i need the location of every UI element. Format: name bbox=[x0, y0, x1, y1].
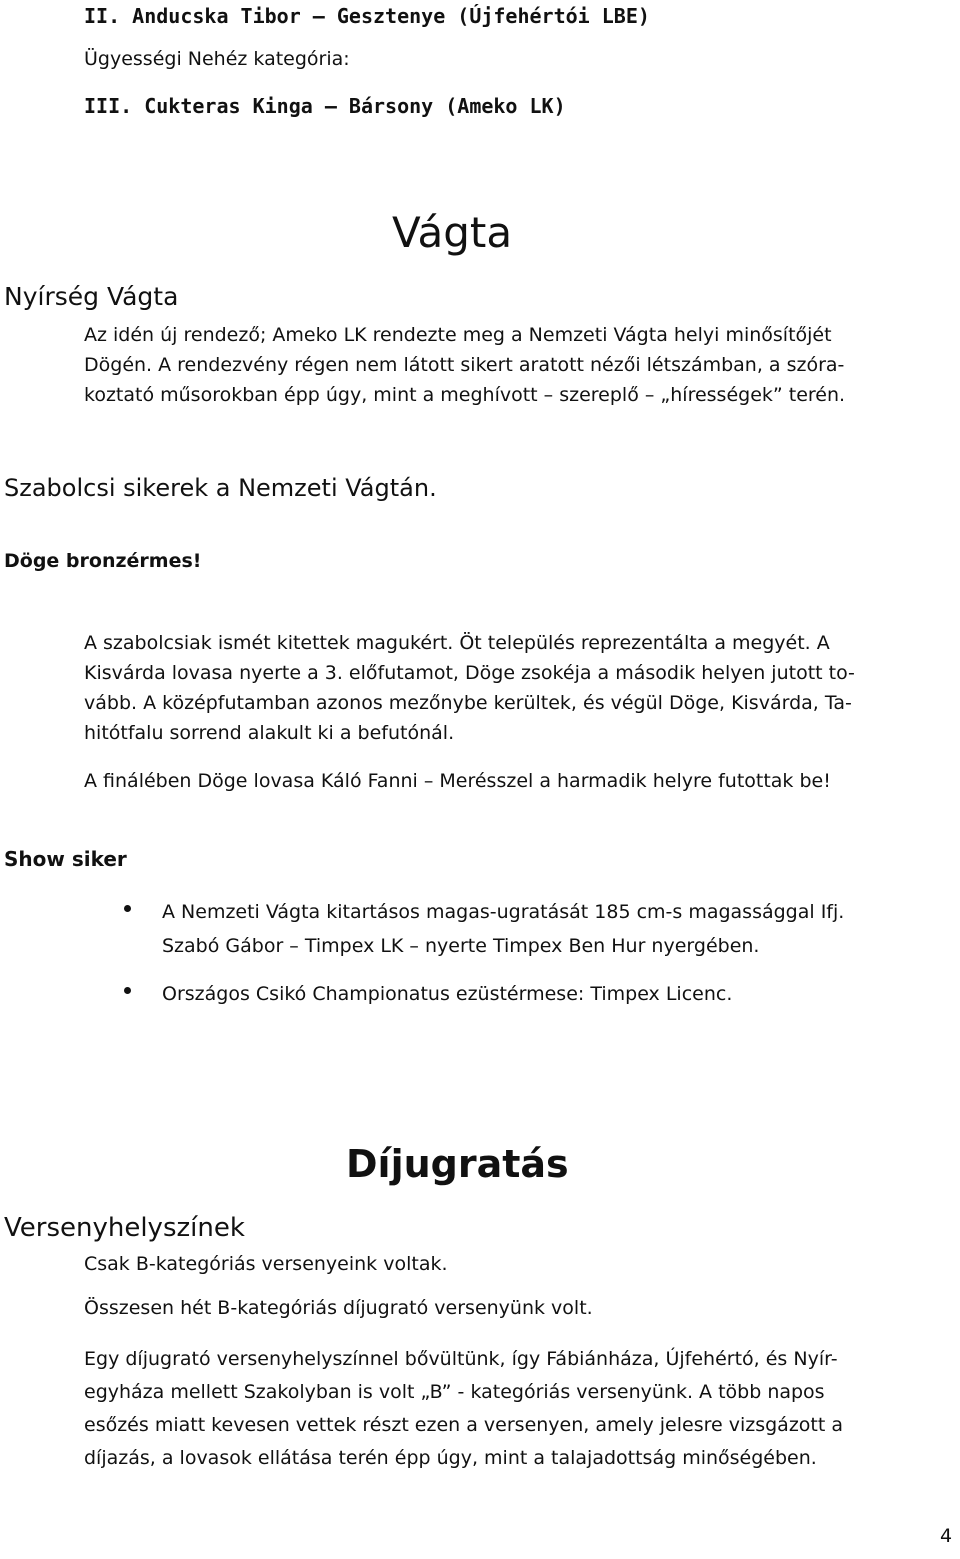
paragraph-line: egyháza mellett Szakolyban is volt „B” - kategóriás versenyünk. A több napos bbox=[84, 1381, 825, 1403]
results-paragraph bbox=[84, 628, 855, 748]
section-title-vagta: Vágta bbox=[392, 208, 513, 257]
paragraph-line: Dögén. A rendezvény régen nem látott sikert aratott nézői létszámban, a szóra- bbox=[84, 354, 845, 376]
paragraph-line: hitótfalu sorrend alakult ki a befutónál. bbox=[84, 722, 455, 744]
bullet-item-2 bbox=[162, 977, 732, 1011]
paragraph-new-venue bbox=[84, 1343, 843, 1475]
bullet-line: Országos Csikó Championatus ezüstérmese: Timpex Licenc. bbox=[162, 983, 733, 1005]
heading-show-siker: Show siker bbox=[4, 847, 127, 871]
section-title-dijugratas: Díjugratás bbox=[346, 1142, 569, 1186]
final-paragraph: A finálében Döge lovasa Káló Fanni – Merésszel a harmadik helyre futottak be! bbox=[84, 770, 831, 792]
bullet-item-1 bbox=[162, 895, 844, 963]
paragraph-line: Egy díjugrató versenyhelyszínnel bővültünk, így Fábiánháza, Újfehértó, és Nyír- bbox=[84, 1348, 838, 1370]
paragraph-b-categories: Csak B-kategóriás versenyeink voltak. bbox=[84, 1253, 448, 1275]
paragraph-line: Az idén új rendező; Ameko LK rendezte meg a Nemzeti Vágta helyi minősítőjét bbox=[84, 324, 832, 346]
paragraph-line: esőzés miatt kevesen vettek részt ezen a versenyen, amely jelesre vizsgázott a bbox=[84, 1414, 843, 1436]
paragraph-line: A szabolcsiak ismét kitettek magukért. Öt település reprezentálta a megyét. A bbox=[84, 632, 830, 654]
bullet-line: A Nemzeti Vágta kitartásos magas-ugratását 185 cm-s magassággal Ifj. bbox=[162, 901, 845, 923]
paragraph-line: díjazás, a lovasok ellátása terén épp úgy, mint a talajadottság minőségében. bbox=[84, 1447, 817, 1469]
paragraph-seven-competitions: Összesen hét B-kategóriás díjugrató versenyünk volt. bbox=[84, 1297, 593, 1319]
paragraph-line: Kisvárda lovasa nyerte a 3. előfutamot, Döge zsokéja a második helyen jutott to- bbox=[84, 662, 855, 684]
placement-line-3: III. Cukteras Kinga – Bársony (Ameko LK) bbox=[84, 94, 566, 118]
subheading-doge-bronzermes: Döge bronzérmes! bbox=[4, 550, 202, 572]
placement-line-2: II. Anducska Tibor – Gesztenye (Újfehértói LBE) bbox=[84, 4, 650, 28]
page-number: 4 bbox=[940, 1525, 953, 1547]
bullet-icon bbox=[124, 987, 131, 994]
heading-szabolcsi-sikerek: Szabolcsi sikerek a Nemzeti Vágtán. bbox=[4, 474, 437, 502]
bullet-icon bbox=[124, 905, 131, 912]
vagta-paragraph bbox=[84, 320, 845, 410]
paragraph-line: koztató műsorokban épp úgy, mint a meghívott – szereplő – „hírességek” terén. bbox=[84, 384, 846, 406]
category-label: Ügyességi Nehéz kategória: bbox=[84, 48, 350, 70]
section-subtitle-nyirseg-vagta: Nyírség Vágta bbox=[4, 282, 179, 311]
bullet-line: Szabó Gábor – Timpex LK – nyerte Timpex Ben Hur nyergében. bbox=[162, 935, 760, 957]
paragraph-line: vább. A középfutamban azonos mezőnybe kerültek, és végül Döge, Kisvárda, Ta- bbox=[84, 692, 852, 714]
section-subtitle-versenyhelyszinek: Versenyhelyszínek bbox=[4, 1213, 245, 1243]
